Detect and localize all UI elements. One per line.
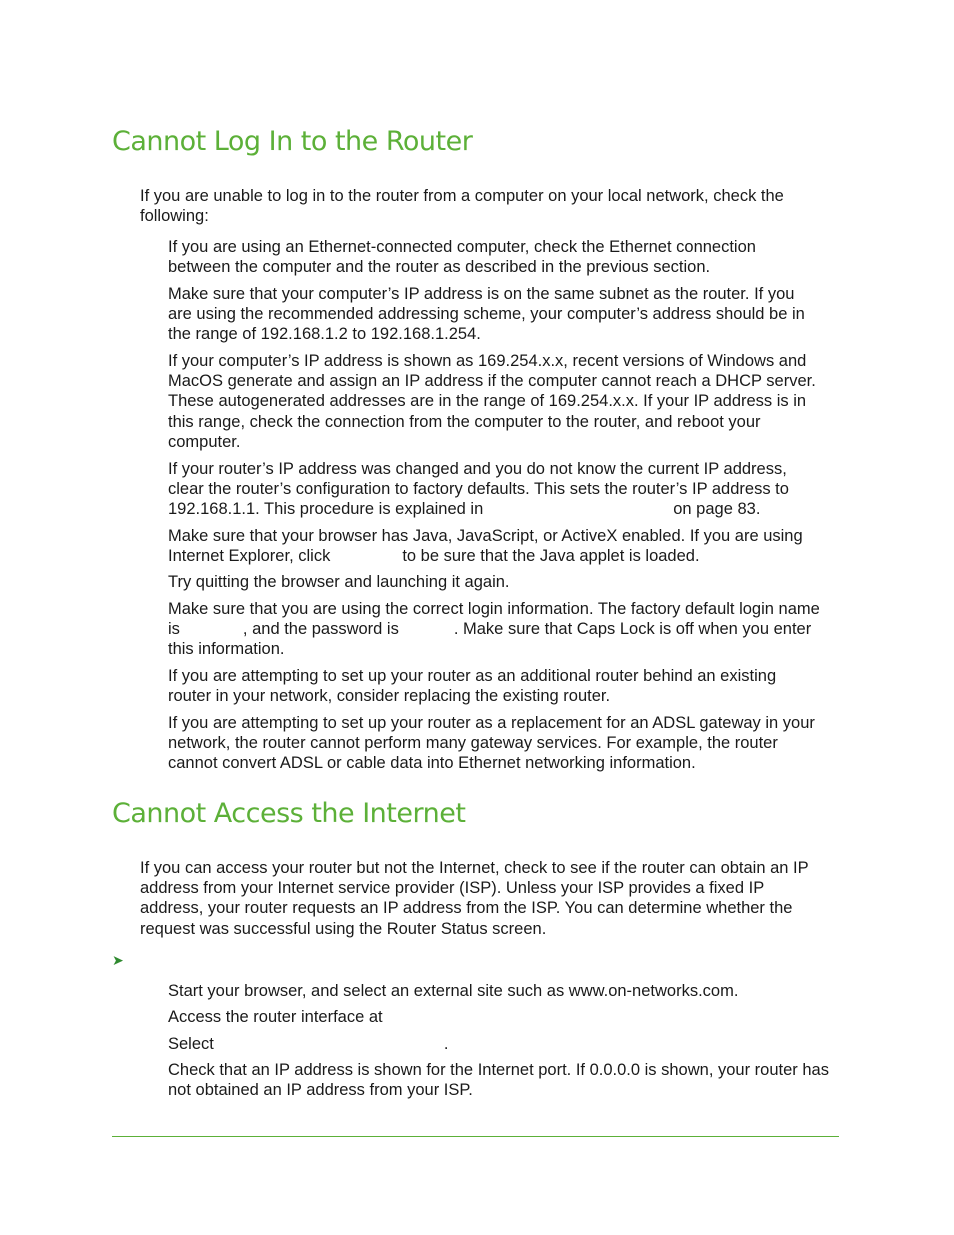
text-line: Check that an IP address is shown for the Internet port. If 0.0.0.0 is shown, your router has: [168, 1061, 829, 1079]
text-line: on page 83.: [673, 500, 761, 519]
intro-paragraph: [140, 858, 809, 939]
text-line: If you are attempting to set up your router as a replacement for an ADSL gateway in your: [168, 714, 815, 732]
text-line: If your router’s IP address was changed and you do not know the current IP address,: [168, 460, 787, 478]
text-line: are using the recommended addressing scheme, your computer’s address should be in: [168, 305, 805, 324]
intro-paragraph: [140, 186, 784, 226]
text-line: If you are attempting to set up your router as an additional router behind an existing: [168, 667, 777, 685]
text-line: to be sure that the Java applet is loaded.: [402, 547, 700, 566]
text-line: computer.: [168, 432, 241, 451]
text-line: address, your router requests an IP address from the ISP. You can determine whether the: [140, 899, 793, 918]
text-line: this range, check the connection from the computer to the router, and reboot your: [168, 412, 761, 431]
footer-divider: [112, 1136, 839, 1137]
text-line: Try quitting the browser and launching it again.: [168, 573, 510, 591]
list-item: [168, 526, 803, 566]
list-item: [168, 599, 820, 660]
text-line: is: [168, 620, 180, 639]
text-line: following:: [140, 207, 209, 226]
text-line: 192.168.1.1. This procedure is explained in: [168, 500, 484, 519]
text-line: between the computer and the router as described in the previous section.: [168, 258, 711, 277]
text-line: not obtained an IP address from your ISP.: [168, 1081, 473, 1100]
text-line: . Make sure that Caps Lock is off when you enter: [453, 620, 812, 639]
list-item: [168, 351, 816, 452]
text-line: MacOS generate and assign an IP address if the computer cannot reach a DHCP server.: [168, 372, 816, 391]
text-line: .: [443, 1035, 449, 1053]
text-line: Make sure that you are using the correct login information. The factory default login name: [168, 600, 820, 618]
text-line: Internet Explorer, click: [168, 547, 331, 566]
text-line: If you are using an Ethernet-connected computer, check the Ethernet connection: [168, 238, 756, 256]
text-line: the range of 192.168.1.2 to 192.168.1.254.: [168, 325, 481, 344]
text-line: These autogenerated addresses are in the range of 169.254.x.x. If your IP address is in: [168, 392, 807, 411]
section-title-cannot-log-in: Cannot Log In to the Router: [112, 126, 473, 157]
list-item: [168, 572, 510, 592]
list-item: [168, 284, 805, 345]
step-item: [168, 1034, 448, 1054]
section-title-cannot-access-internet: Cannot Access the Internet: [112, 798, 466, 829]
text-line: Select: [168, 1035, 214, 1053]
text-line: Access the router interface at: [168, 1008, 383, 1026]
text-line: request was successful using the Router Status screen.: [140, 919, 547, 938]
text-line: Start your browser, and select an external site such as www.on-networks.com.: [168, 982, 739, 1000]
text-line: cannot convert ADSL or cable data into Ethernet networking information.: [168, 754, 696, 773]
text-line: If you are unable to log in to the router from a computer on your local network, check the: [140, 187, 784, 205]
list-item: [168, 459, 789, 520]
text-line: If your computer’s IP address is shown as 169.254.x.x, recent versions of Windows and: [168, 352, 807, 370]
text-line: Make sure that your computer’s IP address is on the same subnet as the router. If you: [168, 285, 795, 303]
step-item: [168, 981, 738, 1001]
list-item: [168, 666, 776, 706]
list-item: [168, 713, 815, 774]
text-line: Make sure that your browser has Java, JavaScript, or ActiveX enabled. If you are using: [168, 527, 803, 545]
step-item: [168, 1060, 829, 1100]
text-line: , and the password is: [242, 620, 399, 639]
list-item: [168, 237, 756, 277]
text-line: network, the router cannot perform many gateway services. For example, the router: [168, 734, 778, 753]
text-line: address from your Internet service provider (ISP). Unless your ISP provides a fixed IP: [140, 879, 765, 898]
text-line: router in your network, consider replacing the existing router.: [168, 687, 611, 706]
text-line: clear the router’s configuration to factory defaults. This sets the router’s IP address to: [168, 480, 789, 499]
arrow-bullet-icon: ➤: [112, 952, 124, 968]
step-item: [168, 1007, 383, 1027]
text-line: this information.: [168, 640, 285, 659]
text-line: If you can access your router but not the Internet, check to see if the router can obtain an IP: [140, 859, 809, 877]
